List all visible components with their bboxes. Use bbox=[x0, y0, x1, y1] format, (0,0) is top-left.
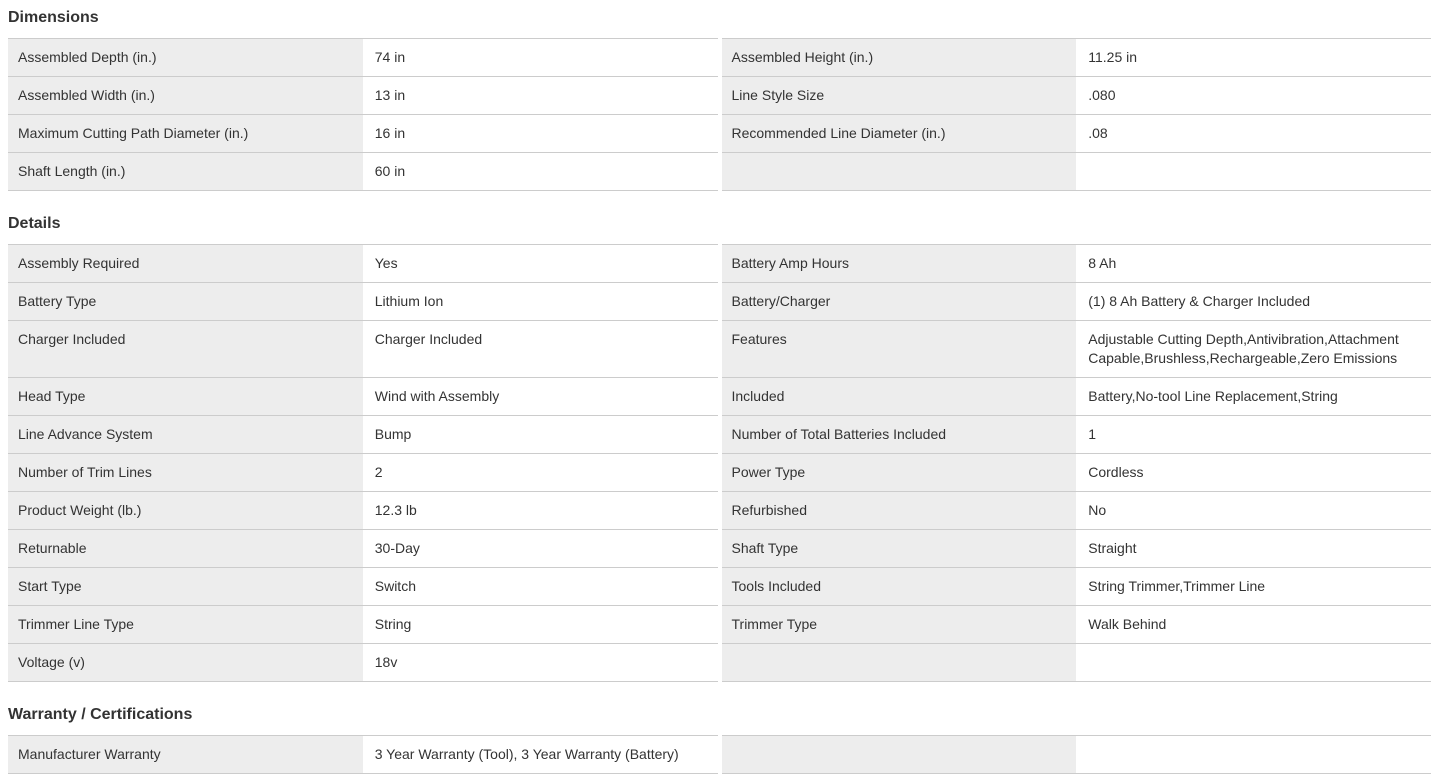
spec-value: Switch bbox=[363, 568, 718, 605]
spec-label: Tools Included bbox=[722, 568, 1077, 605]
spec-row bbox=[8, 454, 1431, 492]
spec-value: 2 bbox=[363, 454, 718, 491]
spec-pair-battery-amp-hours bbox=[722, 244, 1432, 283]
spec-value: Walk Behind bbox=[1076, 606, 1431, 643]
spec-pair-returnable bbox=[8, 530, 718, 568]
spec-pair-number-of-trim-lines bbox=[8, 454, 718, 492]
spec-pair-features bbox=[722, 321, 1432, 378]
spec-pair-charger-included bbox=[8, 321, 718, 378]
spec-value: 3 Year Warranty (Tool), 3 Year Warranty (Battery) bbox=[363, 736, 718, 773]
spec-value: 13 in bbox=[363, 77, 718, 114]
spec-row bbox=[8, 492, 1431, 530]
spec-row bbox=[8, 38, 1431, 77]
spec-value: 30-Day bbox=[363, 530, 718, 567]
spec-sections bbox=[8, 8, 1431, 774]
spec-pair-assembled-width-in bbox=[8, 77, 718, 115]
spec-value: (1) 8 Ah Battery & Charger Included bbox=[1076, 283, 1431, 320]
spec-value: 74 in bbox=[363, 39, 718, 76]
spec-table bbox=[8, 244, 1431, 682]
spec-label: Product Weight (lb.) bbox=[8, 492, 363, 529]
spec-pair-assembled-depth-in bbox=[8, 38, 718, 77]
spec-value: Adjustable Cutting Depth,Antivibration,Attachment Capable,Brushless,Rechargeable,Zero Emissions bbox=[1076, 321, 1431, 377]
spec-label: Assembled Depth (in.) bbox=[8, 39, 363, 76]
product-specifications-page bbox=[0, 8, 1439, 774]
spec-value: Cordless bbox=[1076, 454, 1431, 491]
spec-value: 18v bbox=[363, 644, 718, 681]
spec-label: Features bbox=[722, 321, 1077, 377]
spec-label: Shaft Length (in.) bbox=[8, 153, 363, 190]
spec-label: Included bbox=[722, 378, 1077, 415]
spec-pair-tools-included bbox=[722, 568, 1432, 606]
spec-label: Assembled Height (in.) bbox=[722, 39, 1077, 76]
spec-value bbox=[1076, 644, 1431, 681]
spec-section-dimensions bbox=[8, 8, 1431, 191]
spec-pair-shaft-type bbox=[722, 530, 1432, 568]
spec-label: Trimmer Line Type bbox=[8, 606, 363, 643]
spec-row bbox=[8, 321, 1431, 378]
spec-label: Charger Included bbox=[8, 321, 363, 377]
spec-pair-trimmer-type bbox=[722, 606, 1432, 644]
spec-pair-blank bbox=[722, 644, 1432, 682]
spec-pair-battery-type bbox=[8, 283, 718, 321]
spec-label: Number of Total Batteries Included bbox=[722, 416, 1077, 453]
spec-pair-line-advance-system bbox=[8, 416, 718, 454]
spec-label: Assembly Required bbox=[8, 245, 363, 282]
spec-value: Yes bbox=[363, 245, 718, 282]
spec-label: Voltage (v) bbox=[8, 644, 363, 681]
spec-value: String Trimmer,Trimmer Line bbox=[1076, 568, 1431, 605]
spec-pair-voltage-v bbox=[8, 644, 718, 682]
spec-section-details bbox=[8, 214, 1431, 682]
spec-pair-product-weight-lb bbox=[8, 492, 718, 530]
spec-label: Recommended Line Diameter (in.) bbox=[722, 115, 1077, 152]
spec-value: 16 in bbox=[363, 115, 718, 152]
spec-label bbox=[722, 153, 1077, 190]
spec-label: Battery/Charger bbox=[722, 283, 1077, 320]
spec-pair-head-type bbox=[8, 378, 718, 416]
spec-pair-refurbished bbox=[722, 492, 1432, 530]
spec-value: 60 in bbox=[363, 153, 718, 190]
spec-label: Refurbished bbox=[722, 492, 1077, 529]
spec-label: Line Advance System bbox=[8, 416, 363, 453]
spec-label bbox=[722, 736, 1077, 773]
spec-row bbox=[8, 244, 1431, 283]
spec-label: Shaft Type bbox=[722, 530, 1077, 567]
spec-pair-included bbox=[722, 378, 1432, 416]
spec-pair-trimmer-line-type bbox=[8, 606, 718, 644]
spec-label: Manufacturer Warranty bbox=[8, 736, 363, 773]
spec-value: Lithium Ion bbox=[363, 283, 718, 320]
section-title: Dimensions bbox=[8, 9, 99, 26]
section-title: Details bbox=[8, 215, 61, 232]
spec-row bbox=[8, 644, 1431, 682]
spec-label: Start Type bbox=[8, 568, 363, 605]
spec-label: Returnable bbox=[8, 530, 363, 567]
spec-value: Battery,No-tool Line Replacement,String bbox=[1076, 378, 1431, 415]
spec-value: Charger Included bbox=[363, 321, 718, 377]
spec-label: Head Type bbox=[8, 378, 363, 415]
spec-row bbox=[8, 153, 1431, 191]
spec-row bbox=[8, 416, 1431, 454]
spec-value: 8 Ah bbox=[1076, 245, 1431, 282]
spec-label: Assembled Width (in.) bbox=[8, 77, 363, 114]
spec-value: .080 bbox=[1076, 77, 1431, 114]
spec-table bbox=[8, 38, 1431, 191]
spec-pair-blank bbox=[722, 153, 1432, 191]
spec-pair-shaft-length-in bbox=[8, 153, 718, 191]
spec-label: Trimmer Type bbox=[722, 606, 1077, 643]
spec-label: Maximum Cutting Path Diameter (in.) bbox=[8, 115, 363, 152]
spec-table bbox=[8, 735, 1431, 774]
spec-value bbox=[1076, 153, 1431, 190]
spec-value: .08 bbox=[1076, 115, 1431, 152]
spec-value: Wind with Assembly bbox=[363, 378, 718, 415]
spec-value: 1 bbox=[1076, 416, 1431, 453]
spec-pair-assembly-required bbox=[8, 244, 718, 283]
spec-pair-manufacturer-warranty bbox=[8, 735, 718, 774]
spec-label: Line Style Size bbox=[722, 77, 1077, 114]
spec-label: Number of Trim Lines bbox=[8, 454, 363, 491]
spec-value: Straight bbox=[1076, 530, 1431, 567]
spec-label bbox=[722, 644, 1077, 681]
spec-value: String bbox=[363, 606, 718, 643]
spec-pair-number-of-total-batteries-included bbox=[722, 416, 1432, 454]
spec-row bbox=[8, 77, 1431, 115]
spec-label: Power Type bbox=[722, 454, 1077, 491]
spec-row bbox=[8, 378, 1431, 416]
spec-pair-blank bbox=[722, 735, 1432, 774]
spec-pair-start-type bbox=[8, 568, 718, 606]
spec-row bbox=[8, 568, 1431, 606]
spec-value: No bbox=[1076, 492, 1431, 529]
spec-label: Battery Amp Hours bbox=[722, 245, 1077, 282]
spec-pair-assembled-height-in bbox=[722, 38, 1432, 77]
spec-pair-line-style-size bbox=[722, 77, 1432, 115]
spec-row bbox=[8, 283, 1431, 321]
spec-pair-maximum-cutting-path-diameter-in bbox=[8, 115, 718, 153]
spec-pair-power-type bbox=[722, 454, 1432, 492]
spec-value: Bump bbox=[363, 416, 718, 453]
spec-row bbox=[8, 530, 1431, 568]
spec-row bbox=[8, 115, 1431, 153]
spec-value bbox=[1076, 736, 1431, 773]
spec-row bbox=[8, 735, 1431, 774]
spec-pair-battery-charger bbox=[722, 283, 1432, 321]
spec-section-warranty-certifications bbox=[8, 705, 1431, 774]
spec-label: Battery Type bbox=[8, 283, 363, 320]
spec-value: 12.3 lb bbox=[363, 492, 718, 529]
section-title: Warranty / Certifications bbox=[8, 706, 193, 723]
spec-row bbox=[8, 606, 1431, 644]
spec-pair-recommended-line-diameter-in bbox=[722, 115, 1432, 153]
spec-value: 11.25 in bbox=[1076, 39, 1431, 76]
